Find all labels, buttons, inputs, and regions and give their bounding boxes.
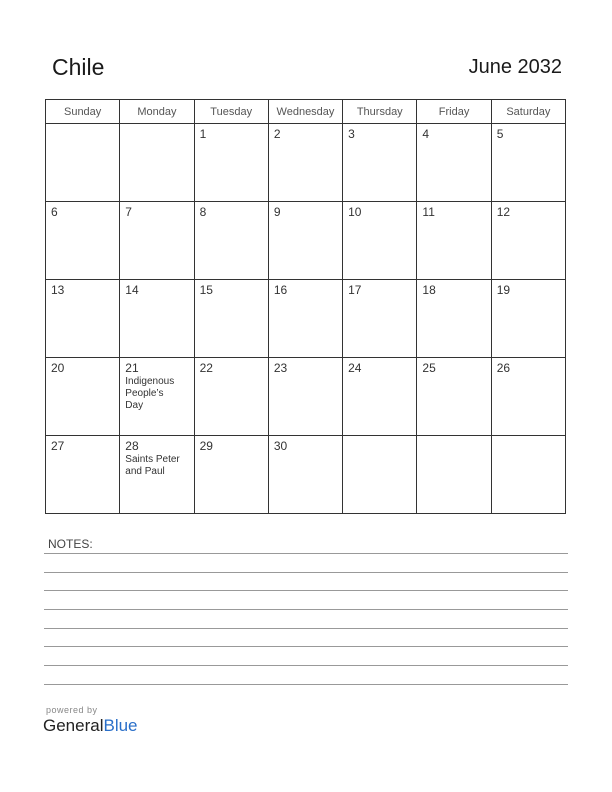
holiday-label	[46, 297, 119, 298]
day-number: 10	[348, 205, 362, 219]
holiday-label: Saints Peter and Paul	[125, 454, 180, 477]
holiday-label	[417, 439, 490, 440]
day-cell	[417, 280, 491, 358]
day-number: 18	[422, 283, 436, 297]
day-cell	[491, 124, 565, 202]
day-cell	[417, 202, 491, 280]
holiday-label	[269, 297, 342, 298]
day-cell	[491, 202, 565, 280]
holiday-label	[195, 219, 268, 220]
holiday-label	[195, 141, 268, 142]
holiday-label	[195, 297, 268, 298]
day-cell	[268, 358, 342, 436]
holiday-label	[492, 375, 565, 376]
day-cell	[46, 358, 120, 436]
holiday-label	[417, 375, 490, 376]
day-cell	[120, 358, 194, 436]
day-number: 16	[273, 283, 288, 297]
brand-general: General	[43, 716, 104, 735]
holiday-label	[492, 297, 565, 298]
day-cell	[491, 358, 565, 436]
day-number: 19	[496, 283, 511, 297]
week-row	[46, 202, 566, 280]
holiday-label	[417, 141, 490, 142]
holiday-label	[343, 219, 416, 220]
day-number: 3	[348, 127, 355, 141]
day-number: 14	[125, 283, 139, 297]
weekday-friday: Friday	[417, 100, 491, 124]
note-line	[44, 646, 568, 647]
holiday-label	[343, 439, 416, 440]
holiday-label	[46, 219, 119, 220]
holiday-label	[492, 219, 565, 220]
day-cell	[120, 280, 194, 358]
powered-by-text: powered by	[46, 705, 98, 715]
day-cell	[268, 202, 342, 280]
note-line	[44, 590, 568, 591]
day-cell	[194, 358, 268, 436]
day-number: 30	[273, 439, 288, 453]
brand-blue: Blue	[103, 716, 138, 735]
day-number: 26	[496, 361, 511, 375]
weekday-wednesday: Wednesday	[268, 100, 342, 124]
day-cell	[491, 280, 565, 358]
note-line	[44, 553, 568, 554]
day-number: 22	[199, 361, 213, 375]
day-number: 15	[199, 283, 213, 297]
brand-logo	[43, 716, 138, 736]
holiday-label	[269, 453, 342, 454]
weekday-sunday: Sunday	[46, 100, 120, 124]
holiday-label	[417, 297, 490, 298]
day-number: 23	[273, 361, 288, 375]
day-number: 25	[422, 361, 436, 375]
day-number: 20	[51, 361, 65, 375]
day-cell	[194, 202, 268, 280]
day-number: 6	[51, 205, 58, 219]
day-number: 12	[496, 205, 511, 219]
holiday-label	[46, 453, 119, 454]
holiday-label	[195, 453, 268, 454]
day-number: 13	[51, 283, 65, 297]
day-cell	[343, 124, 417, 202]
day-cell	[417, 436, 491, 514]
note-line	[44, 572, 568, 573]
holiday-label	[417, 219, 490, 220]
day-cell	[417, 358, 491, 436]
holiday-label	[343, 375, 416, 376]
day-number: 1	[199, 127, 207, 141]
note-line	[44, 684, 568, 685]
day-cell	[46, 202, 120, 280]
day-cell	[343, 280, 417, 358]
weekday-saturday: Saturday	[491, 100, 565, 124]
day-number: 17	[348, 283, 362, 297]
holiday-label	[120, 127, 193, 128]
day-number: 29	[199, 439, 213, 453]
day-cell	[46, 280, 120, 358]
day-cell	[194, 124, 268, 202]
note-line	[44, 665, 568, 666]
day-number: 21	[125, 361, 139, 375]
note-line	[44, 628, 568, 629]
weekday-header-row	[46, 100, 566, 124]
day-number: 9	[273, 205, 281, 219]
day-number: 4	[422, 127, 430, 141]
day-cell	[268, 436, 342, 514]
holiday-label	[343, 297, 416, 298]
day-cell	[120, 202, 194, 280]
holiday-label	[195, 375, 268, 376]
holiday-label	[46, 375, 119, 376]
week-row	[46, 436, 566, 514]
day-number: 24	[348, 361, 362, 375]
day-cell	[491, 436, 565, 514]
holiday-label	[269, 375, 342, 376]
day-cell	[268, 124, 342, 202]
weekday-thursday: Thursday	[343, 100, 417, 124]
holiday-label	[492, 141, 565, 142]
day-cell	[343, 358, 417, 436]
holiday-label	[120, 297, 193, 298]
day-cell	[46, 436, 120, 514]
holiday-label	[492, 439, 565, 440]
month-title: June 2032	[468, 56, 562, 78]
weekday-monday: Monday	[120, 100, 194, 124]
day-cell	[194, 280, 268, 358]
day-cell	[343, 202, 417, 280]
day-cell	[194, 436, 268, 514]
day-cell	[268, 280, 342, 358]
day-number: 7	[125, 205, 132, 219]
day-number: 8	[199, 205, 207, 219]
weekday-tuesday: Tuesday	[194, 100, 268, 124]
country-title: Chile	[52, 54, 105, 80]
day-number: 27	[51, 439, 65, 453]
week-row	[46, 124, 566, 202]
day-cell	[120, 436, 194, 514]
day-cell	[46, 124, 120, 202]
week-row	[46, 358, 566, 436]
holiday-label: Indigenous People’s Day	[125, 376, 175, 411]
week-row	[46, 280, 566, 358]
calendar-grid	[45, 99, 566, 514]
day-cell	[417, 124, 491, 202]
holiday-label	[269, 219, 342, 220]
holiday-label	[46, 127, 119, 128]
holiday-label	[269, 141, 342, 142]
day-number: 28	[125, 439, 139, 453]
day-cell	[120, 124, 194, 202]
day-cell	[343, 436, 417, 514]
day-number: 5	[496, 127, 504, 141]
notes-label: NOTES:	[48, 537, 93, 551]
holiday-label	[120, 219, 193, 220]
day-number: 11	[422, 205, 435, 219]
note-line	[44, 609, 568, 610]
holiday-label	[343, 141, 416, 142]
day-number: 2	[273, 127, 281, 141]
